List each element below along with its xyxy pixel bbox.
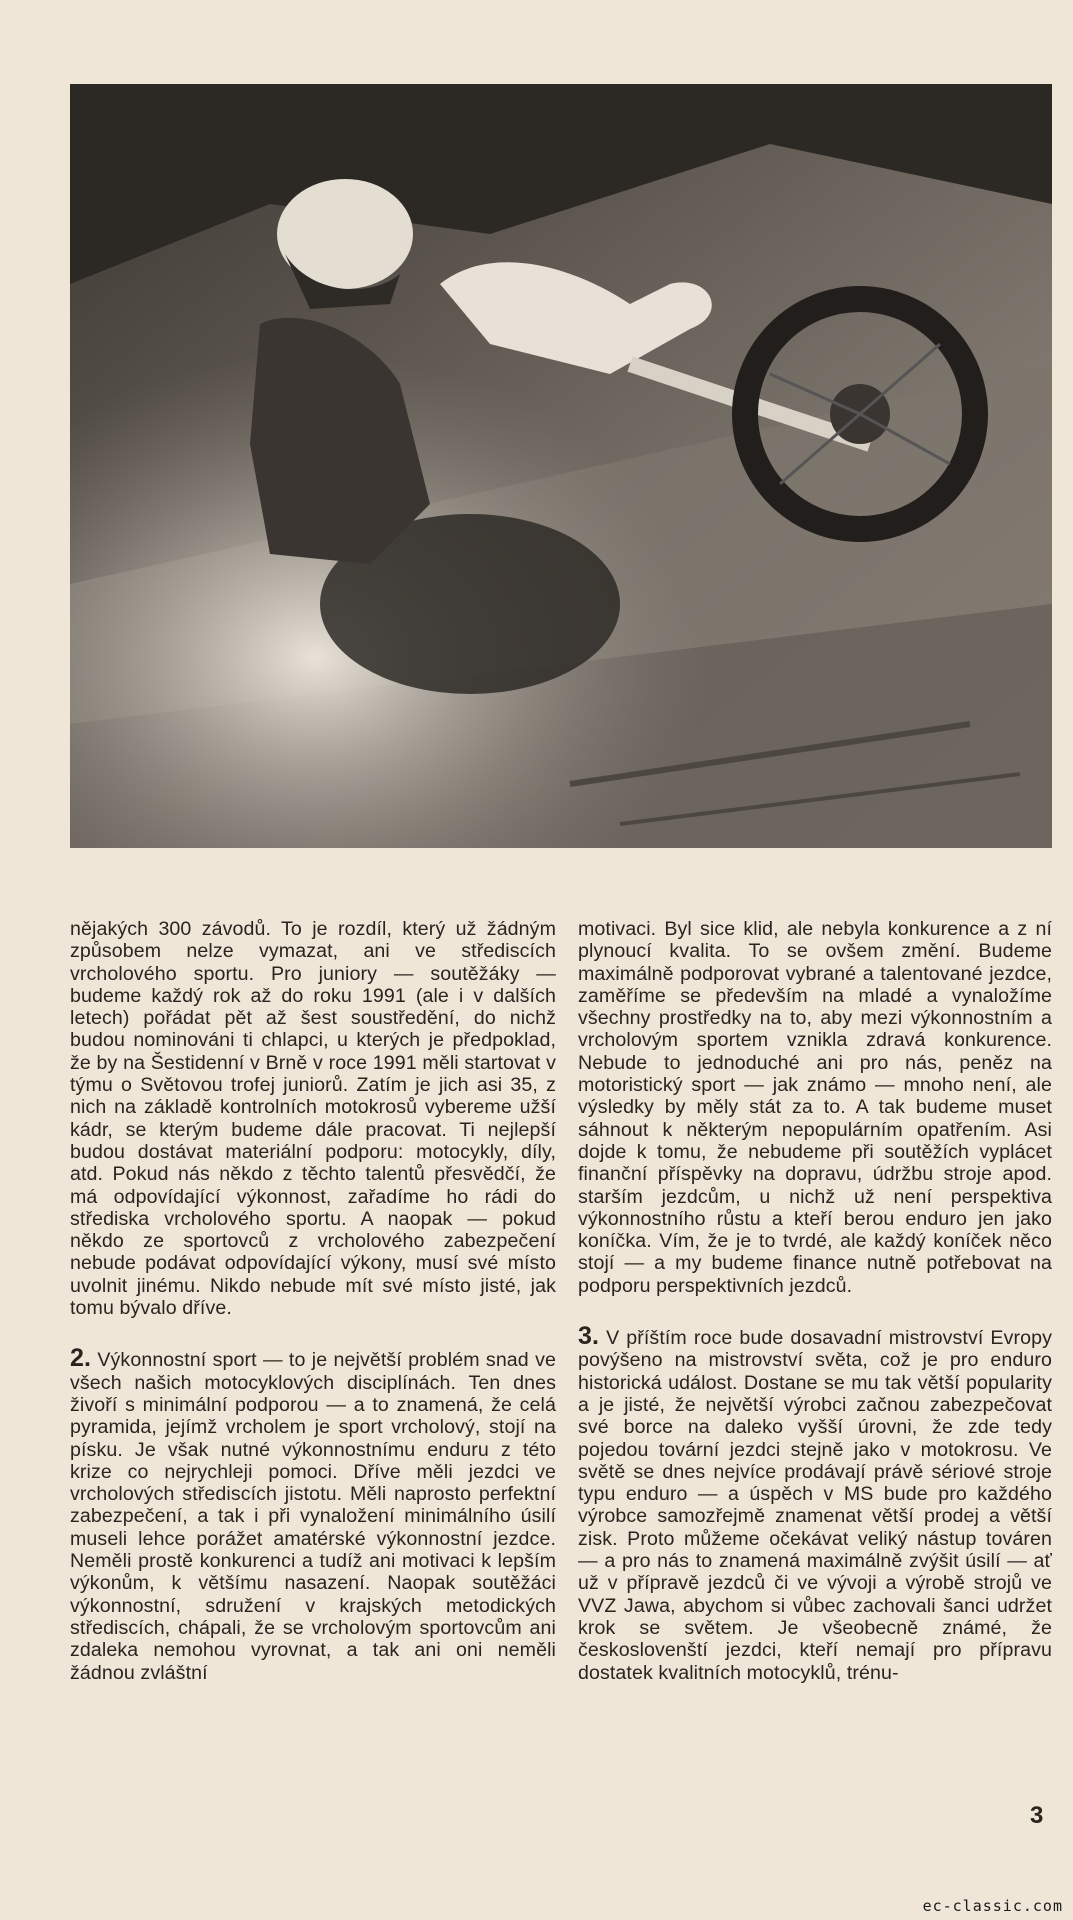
motocross-photo bbox=[70, 84, 1052, 848]
section-number: 3. bbox=[578, 1322, 600, 1351]
paragraph-text: Výkonnostní sport — to je největší problém snad ve všech našich motocyklových disciplínách. Ten dnes živoří s minimální podporou — a to znamená, že celá pyramida, jejímž vrcholem je sport vrcholový, stojí na písku. Je však nutné výkonnostnímu enduru z této krize co nejrychleji pomoci. Dříve měli jezdci ve vrcholových střediscích jistotu. Měli naprosto perfektní zabezpečení, a tak i při vynaložení minimálního úsilí museli lehce porážet amatérské výkonnostní jezdce. Neměli prostě konkurenci a tudíž ani motivaci k lepším výkonům, k většímu nasazení. Naopak soutěžáci výkonnostní, sdružení v krajských metodických střediscích, chápali, že se vrcholovým sportovcům ani zdaleka nemohou vyrovnat, a tak ani oni neměli žádnou zvláštní bbox=[70, 1349, 556, 1684]
watermark: ec-classic.com bbox=[922, 1897, 1063, 1915]
paragraph bbox=[70, 918, 556, 1319]
article-left-column bbox=[70, 918, 556, 1684]
motocross-rider-photo-icon bbox=[70, 84, 1052, 848]
paragraph bbox=[578, 918, 1052, 1297]
paragraph-text: V příštím roce bude dosavadní mistrovství Evropy povýšeno na mistrovství světa, což je pro enduro historická událost. Dostane se mu tak větší popularity a je jisté, že největší výrobci začnou zabezpečovat své borce na daleko vyšší úrovni, že zde tedy pojedou tovární jezdci stejně jako v motokrosu. Ve světě se dnes nejvíce prodávají právě sériové stroje typu enduro — a úspěch v MS bude pro každého výrobce samozřejmě znamenat větší prodej a větší zisk. Proto můžeme očekávat veliký nástup továren — a pro nás to znamená maximálně zvýšit úsilí — ať už v přípravě jezdců či ve vývoji a výrobě strojů ve VVZ Jawa, abychom si vůbec zachovali šanci udržet krok se světem. Je všeobecně známé, že českoslovenští jezdci, kteří nemají pro přípravu dostatek kvalitních motocyklů, trénu- bbox=[578, 1327, 1052, 1684]
paragraph bbox=[578, 1322, 1052, 1684]
paragraph bbox=[70, 1344, 556, 1684]
paragraph-text: nějakých 300 závodů. To je rozdíl, který už žádným způsobem nelze vymazat, ani ve střediscích vrcholového sportu. Pro juniory — soutěžáky — budeme každý rok až do roku 1991 (ale i v dalších letech) pořádat pět až šest soustředění, do nichž budou nominováni ti chlapci, u kterých je předpoklad, že by na Šestidenní v Brně v roce 1991 měli startovat v týmu o Světovou trofej juniorů. Zatím je jich asi 35, z nich na základě kontrolních motokrosů vybereme užší kádr, se kterým budeme dále pracovat. Ti nejlepší budou dostávat materiální podporu: motocykly, díly, atd. Pokud nás někdo z těchto talentů přesvědčí, že má odpovídající výkonnost, zařadíme ho rádi do střediska vrcholového sportu. A naopak — pokud někdo ze sportovců z vrcholového zabezpečení nebude podávat odpovídající výkony, musí své místo uvolnit jinému. Nikdo nebude mít své místo jisté, jak tomu bývalo dříve. bbox=[70, 918, 556, 1320]
section-number: 2. bbox=[70, 1344, 92, 1373]
paragraph-text: motivaci. Byl sice klid, ale nebyla konkurence a z ní plynoucí kvalita. To se ovšem změní. Budeme maximálně podporovat vybrané a talentované jezdce, zaměříme se především na mladé a vynaložíme všechny prostředky na to, aby mezi výkonnostním a vrcholovým sportem vznikla zdravá konkurence. Nebude to jednoduché ani pro nás, peněz na motoristický sport — jak známo — mnoho není, ale výsledky by měly stát za to. A tak budeme muset sáhnout k některým nepopulárním opatřením. Asi dojde k tomu, že nebudeme při soutěžích vyplácet finanční příspěvky na dopravu, údržbu stroje apod. starším jezdcům, u nichž už není perspektiva výkonnostního růstu a kteří berou enduro jen jako koníčka. Vím, že je to tvrdé, ale každý koníček něco stojí — a my budeme finance nutně potřebovat na podporu perspektivních jezdců. bbox=[578, 918, 1052, 1297]
page-number: 3 bbox=[1030, 1802, 1044, 1829]
article-right-column bbox=[578, 918, 1052, 1684]
